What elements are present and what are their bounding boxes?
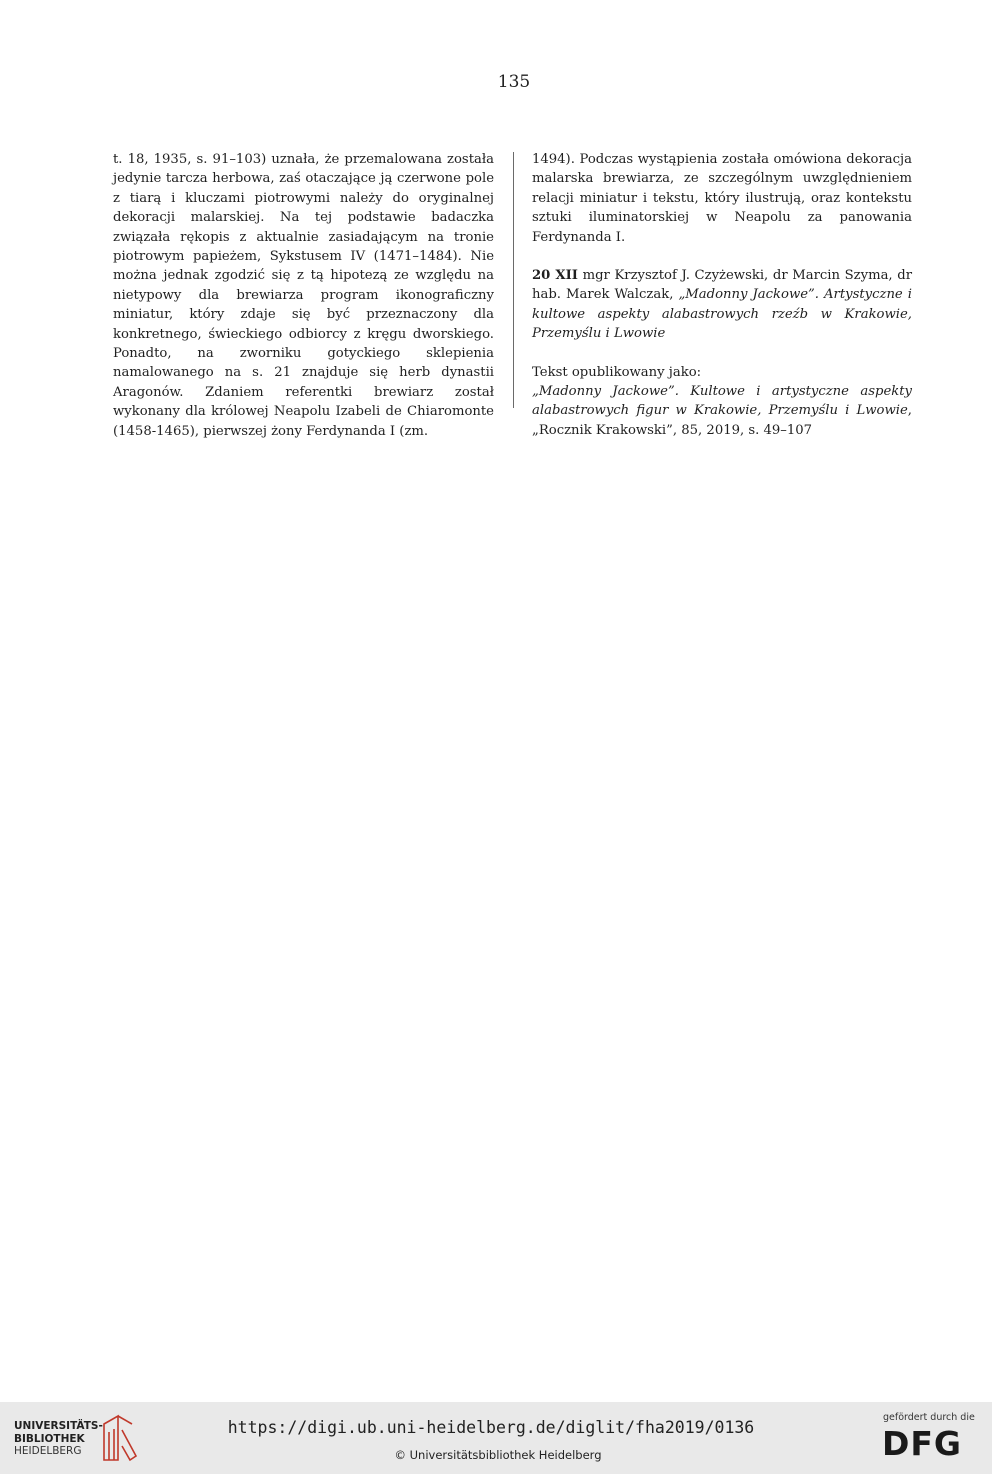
paragraph-gap (532, 344, 912, 363)
dfg-logo: DFG (882, 1424, 963, 1463)
right-column (532, 150, 912, 440)
entry-date: 20 XII (532, 268, 578, 284)
left-paragraph: t. 18, 1935, s. 91–103) uznała, że przemalowana została jedynie tarcza herbowa, zaś otaczające ją czerwone pole z tiarą i kluczami piotrowymi należy do oryginalnej dekoracji malarskiej. Na tej podstawie badaczka związała rękopis z aktualnie zasiadającym na tronie piotrowym papieżem, Sykstusem IV (1471–1484). Nie można jednak zgodzić się z tą hipotezą ze względu na nietypowy dla brewiarza program ikonograficzny miniatur, który zdaje się być przeznaczony dla konkretnego, świeckiego odbiorcy z kręgu dworskiego. Ponadto, na zworniku gotyckiego sklepienia namalowanego na s. 21 znajduje się herb dynastii Aragonów. Zdaniem referentki brewiarz został wykonany dla królowej Neapolu Izabeli de Chiaromonte (1458-1465), pierwszej żony Ferdynanda I (zm. (113, 152, 494, 439)
publication-reference (532, 382, 912, 440)
footer-bar (0, 1402, 992, 1474)
entry-title: „Madonny Jackowe”. Artystyczne i kultowe aspekty alabastrowych rzeźb w Krakowie, Przemyślu i Lwowie (532, 287, 912, 342)
ub-logo-line2: BIBLIOTHEK (14, 1432, 85, 1445)
column-divider (513, 152, 514, 408)
publication-intro: Tekst opublikowany jako: (532, 364, 702, 380)
ub-logo-line1: UNIVERSITÄTS- (14, 1420, 103, 1432)
publication-details: , „Rocznik Krakowski”, 85, 2019, s. 49–107 (532, 403, 912, 438)
right-continuation: 1494). Podczas wystąpienia została omówiona dekoracja malarska brewiarza, ze szczególnym uwzględnieniem relacji miniatur i tekstu, który ilustrują, oraz kontekstu sztuki iluminatorskiej w Neapolu za panowania Ferdynanda I. (532, 152, 912, 245)
ub-logo-line3: HEIDELBERG (14, 1445, 82, 1457)
page-number: 135 (497, 72, 531, 92)
left-column (113, 150, 494, 441)
paragraph-gap (532, 247, 912, 266)
footer-copyright: © Universitätsbibliothek Heidelberg (394, 1448, 602, 1462)
publication-title: „Madonny Jackowe”. Kultowe i artystyczne aspekty alabastrowych figur w Krakowie, Przemyślu i Lwowie (532, 384, 912, 419)
dfg-block[interactable] (880, 1410, 980, 1470)
footer-url-link[interactable]: https://digi.ub.uni-heidelberg.de/diglit/fha2019/0136 (227, 1418, 755, 1437)
lecture-entry (532, 266, 912, 344)
entry-speakers: mgr Krzysztof J. Czyżewski, dr Marcin Szyma, dr hab. Marek Walczak, (532, 268, 913, 303)
dfg-caption: gefördert durch die (883, 1412, 975, 1423)
